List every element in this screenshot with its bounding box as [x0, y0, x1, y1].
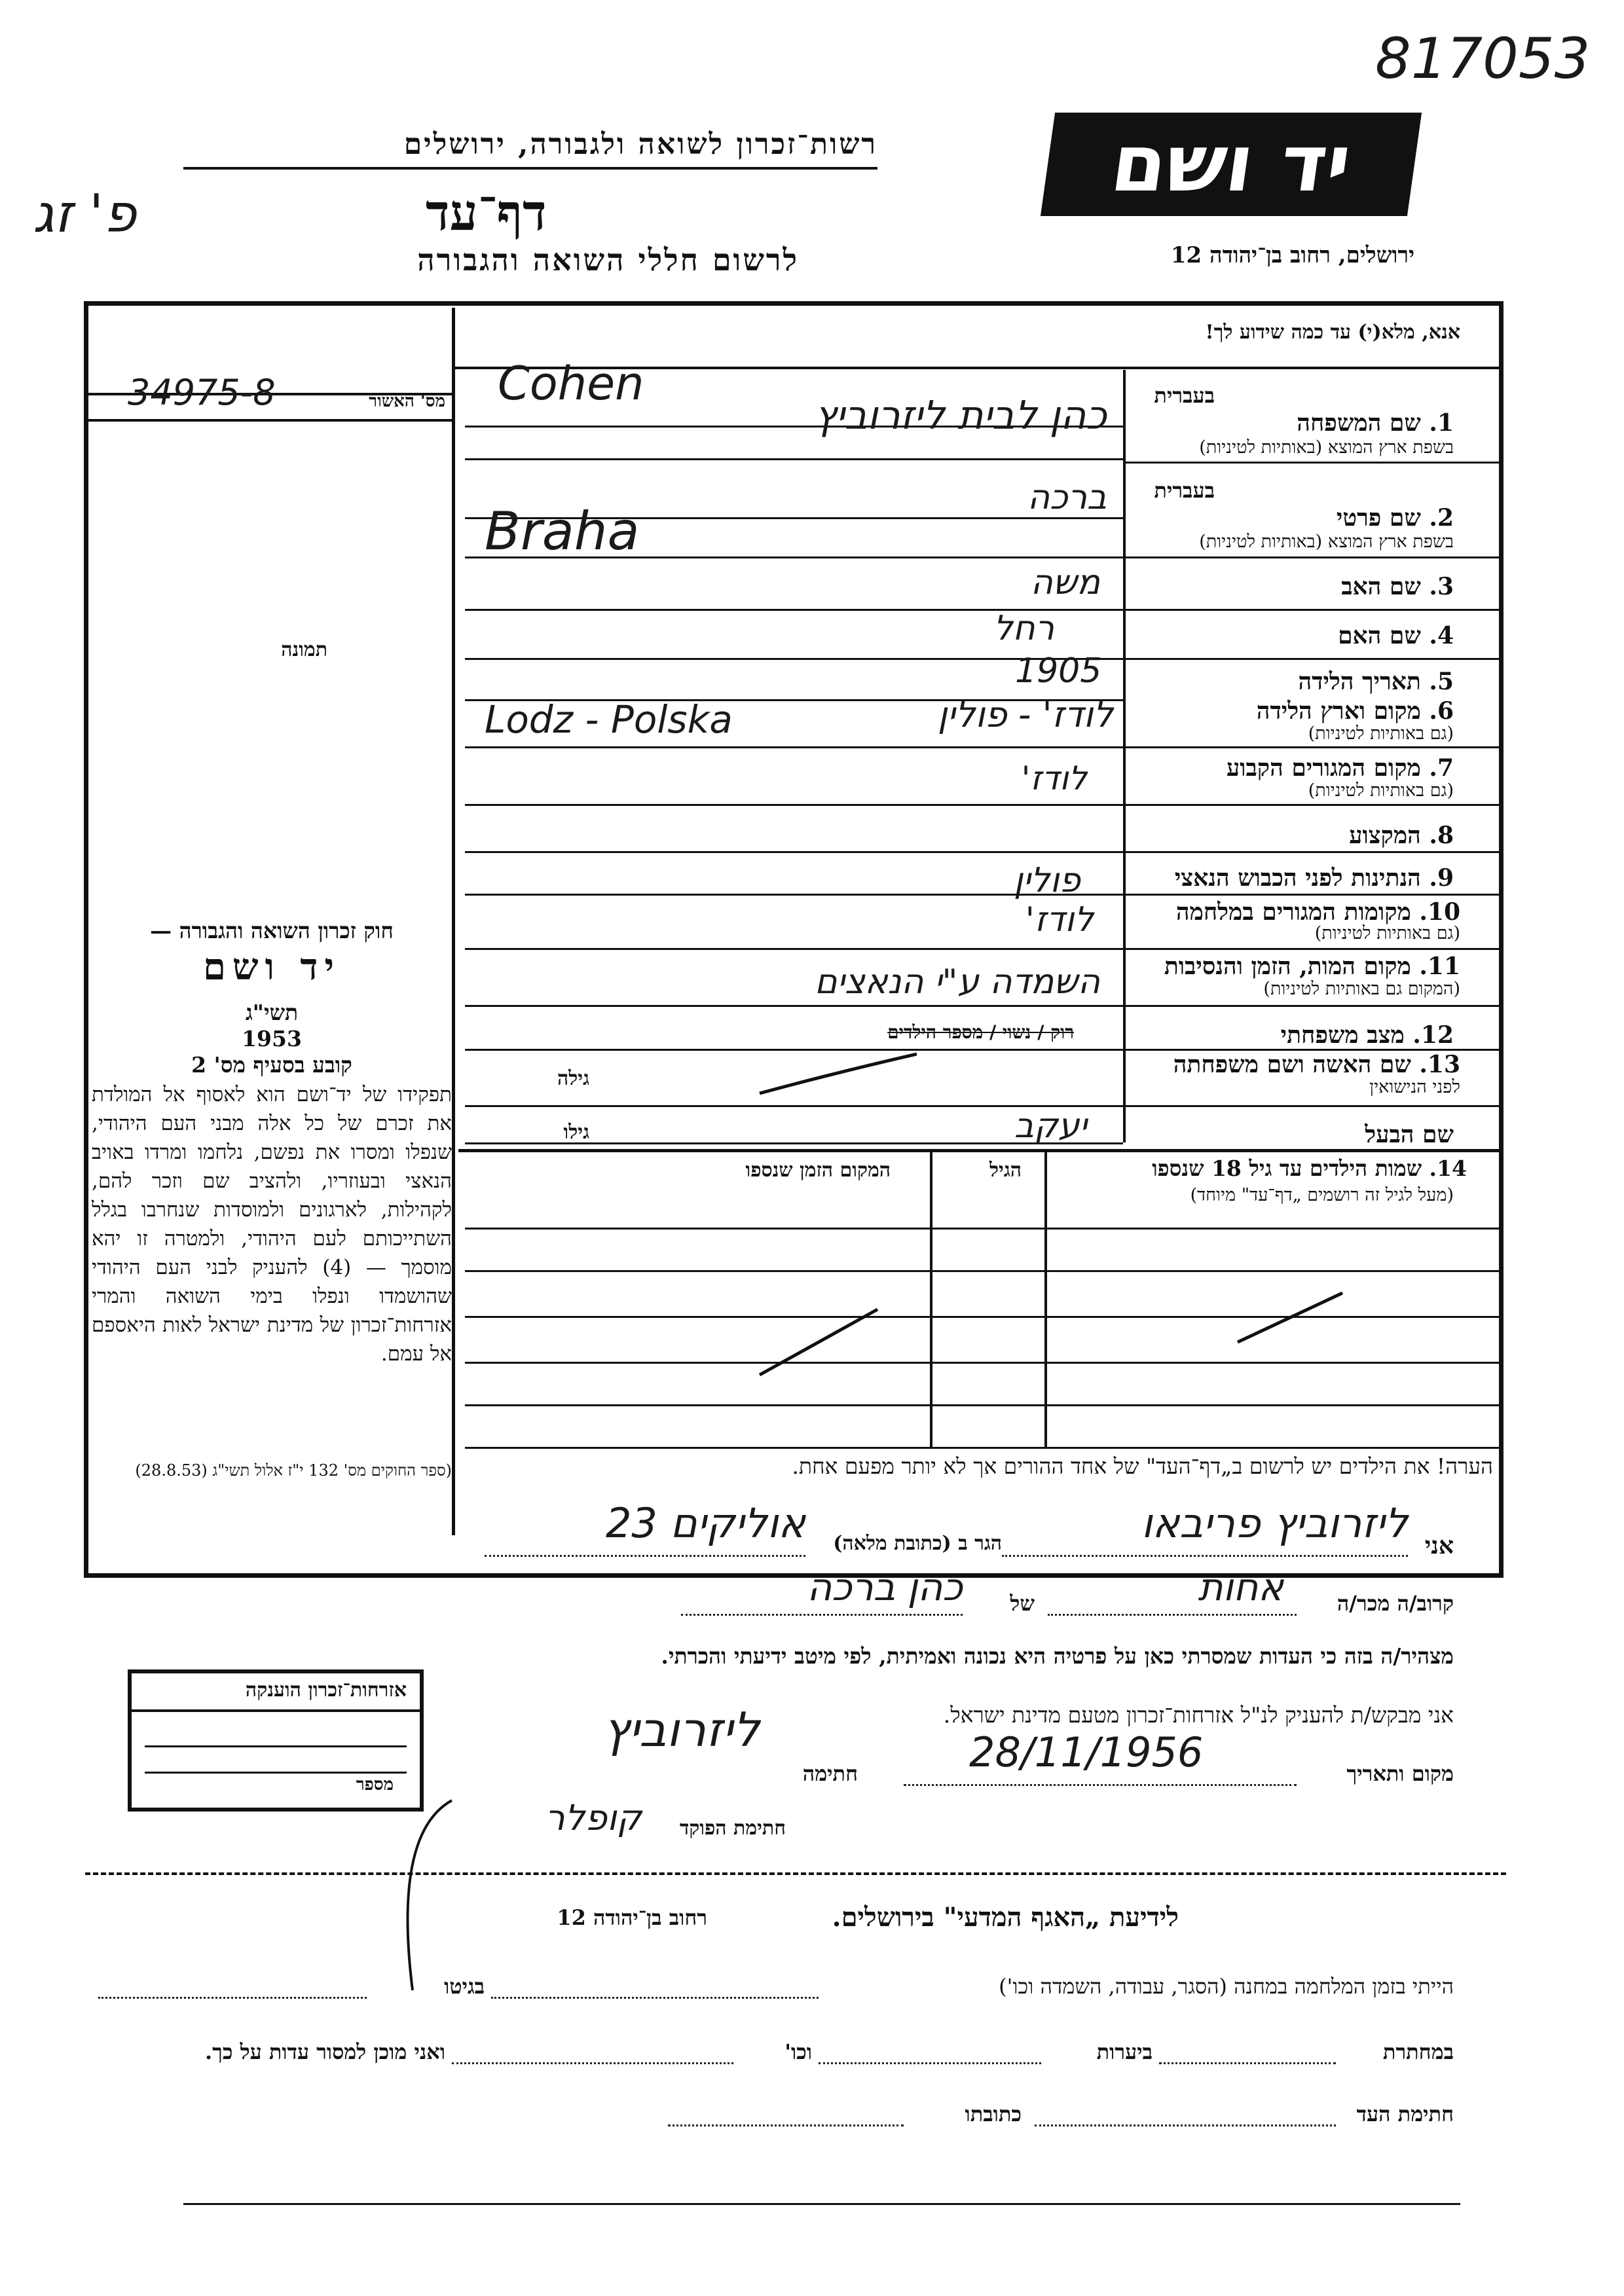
label-child-place: המקום הזמן שנספו [745, 1159, 891, 1182]
label-mother: 4. שם האם [1338, 622, 1454, 649]
declarant-relation: אחות [1198, 1565, 1283, 1609]
label-surname-sub: בשפת ארץ המוצא (באותיות לטיניות) [1199, 437, 1454, 458]
declarant-signature: ליזרוביץ [603, 1702, 760, 1757]
declarant-date: 28/11/1956 [969, 1728, 1204, 1776]
official-signature: קופלר [545, 1797, 642, 1838]
photo-label: תמונה [281, 638, 327, 661]
bottom-line1: הייתי בזמן המלחמה במחנה (הסגר, עבודה, השמדה וכו') [999, 1974, 1454, 1999]
value-mother: רחל [993, 609, 1054, 648]
value-spouse: יעקב [1014, 1106, 1087, 1146]
label-ghetto: בגיטו [444, 1974, 485, 1999]
value-death: השמדה ע"י הנאצים [814, 962, 1100, 1002]
authority-name: רשות־זכרון לשואה ולגבורה, ירושלים [403, 128, 877, 161]
label-wife-name-sub: לפני הנישואין [1369, 1077, 1460, 1097]
value-birthdate: 1905 [1015, 651, 1102, 691]
stamp-number-label: מספר [356, 1775, 394, 1795]
value-firstname-latin: Braha [485, 501, 640, 562]
label-war-residence: 10. מקומות המגורים במלחמה [1175, 898, 1460, 926]
label-children: 14. שמות הילדים עד גיל 18 שנספו [1152, 1156, 1467, 1181]
label-resident: הגר ב (כתובת מלאה) [833, 1532, 1002, 1555]
children-cross-stroke-1 [753, 1303, 884, 1381]
stamp-title: אזרחות־זכרון הוענקה [245, 1679, 407, 1702]
margin-note: פ' זג [33, 183, 137, 244]
bottom-address: רחוב בן־יהודה 12 [557, 1905, 707, 1930]
yad-vashem-logo: יד ושם [1041, 113, 1422, 216]
pen-stroke [367, 1794, 471, 2003]
label-signature: חתימה [802, 1761, 858, 1786]
label-residence-sub: (גם באותיות לטיניות) [1308, 780, 1454, 801]
label-hebrew-2: בעברית [1154, 478, 1215, 503]
law-year: 1953 [242, 1026, 302, 1051]
declarant-statement: מצהיר/ה בזה כי העדות שמסרתי כאן על פרטיה היא נכונה ואמיתית, לפי מיטב ידיעתי והכרתי. [661, 1643, 1454, 1669]
label-birthplace: 6. מקום וארץ הלידה [1256, 697, 1454, 725]
declarant-of-name: כהן ברכה [807, 1565, 963, 1609]
law-clause: קובע בסעיף מס' 2 [191, 1052, 352, 1078]
label-birthplace-sub: (גם באותיות לטיניות) [1308, 723, 1454, 744]
instruction: אנא, מלא(י) עד כמה שידוע לך! [1205, 321, 1460, 344]
label-birthdate: 5. תאריך הלידה [1298, 668, 1454, 695]
label-hebrew-1: בעברית [1154, 383, 1215, 408]
label-residence: 7. מקום המגורים הקבוע [1226, 754, 1454, 782]
label-forests: ביערות [1096, 2039, 1153, 2064]
label-witness-address: כתובתו [965, 2102, 1022, 2126]
label-official-signature: חתימת הפוקד [679, 1817, 786, 1840]
law-title: חוק זכרון השואה והגבורה — [150, 918, 394, 943]
label-war-residence-sub: (גם באותיות לטיניות) [1314, 923, 1460, 943]
label-family-status: 12. מצב משפחתי [1280, 1021, 1454, 1049]
children-note: הערה! את הילדים יש לרשום ב„דף־העד" של אחד ההורים אך לא יותר מפעם אחת. [792, 1453, 1493, 1479]
cross-out-stroke [753, 1048, 923, 1100]
value-birthplace-hebrew: לודז' - פולין [937, 694, 1113, 735]
value-surname-hebrew: כהן לבית ליזרוביץ [814, 393, 1107, 439]
label-place-date: מקום ותאריך [1346, 1761, 1454, 1786]
label-relative: קרוב/ה מכר/ה [1337, 1591, 1454, 1616]
label-i: אני [1424, 1532, 1454, 1559]
label-child-age: הגיל [989, 1159, 1022, 1182]
cut-line [85, 1872, 1506, 1875]
declarant-request: אני מבקש/ת להעניק לנ"ל אזרחות־זכרון מטעם מדינת ישראל. [943, 1702, 1454, 1728]
label-death: 11. מקום המות, הזמן והנסיבות [1164, 953, 1460, 980]
label-wife-name: 13. שם האשה ושם משפחתה [1173, 1051, 1460, 1078]
cert-number: 34975-8 [128, 372, 276, 413]
value-nationality: פולין [1014, 861, 1080, 900]
value-father: משה [1030, 563, 1100, 602]
label-profession: 8. המקצוע [1349, 822, 1454, 849]
label-surname: 1. שם המשפחה [1297, 409, 1454, 437]
bottom-ready: ואני מוכן למסור עדות על כך. [204, 2039, 445, 2064]
label-firstname: 2. שם פרטי [1336, 504, 1454, 532]
label-witness-signature: חתימת העד [1356, 2102, 1454, 2126]
citizenship-stamp-box [128, 1669, 424, 1812]
bottom-heading: לידיעת „האגף המדעי" בירושלים. [832, 1902, 1179, 1933]
form-title: דף־עד [426, 183, 547, 242]
declarant-address: אוליקים 23 [605, 1499, 805, 1547]
declarant-name: ליזרוביץ פריבאו [1141, 1499, 1408, 1547]
law-body: תפקידו של יד־ושם הוא לאסוף אל המולדת את זכרם של כל אלה מבני העם היהודי, שנפלו ומסרו את נפשם, נלחמו ומרדו באויב הנאצי ובעוזריו, ולהציב שם וזכר להם, לקהילות, לארגונים ולמוסדות שנחרבו בגלל השתייכותם לעם היהודי, ולמטרה זו יהא מוסמך — (4) להעניק לבני העם היהודי שהושמדו ונפלו בימי השואה והמרי אזרחות־זכרון של מדינת ישראל לאות היאספם אל עמם. [92, 1083, 452, 1366]
value-firstname-hebrew: ברכה [1027, 478, 1107, 517]
label-husband: שם הבעל [1365, 1121, 1454, 1148]
value-surname-latin: Cohen [498, 357, 644, 410]
label-husband-age: גילו [563, 1121, 589, 1144]
label-of: של [1010, 1591, 1035, 1616]
label-children-sub: (מעל לגיל זה רושמים „דף־עד" מיוחד) [1190, 1185, 1454, 1205]
value-birthplace-latin: Lodz - Polska [485, 697, 733, 742]
law-year-hebrew: תשי"ג [245, 1000, 299, 1025]
label-wife-age: גילה [557, 1067, 589, 1090]
label-etc: וכו' [784, 2039, 812, 2064]
form-subtitle: לרשום חללי השואה והגבורה [417, 242, 799, 278]
law-name: יד ושם [202, 945, 341, 989]
label-father: 3. שם האב [1341, 573, 1454, 600]
header-address: ירושלים, רחוב בן־יהודה 12 [1170, 242, 1414, 268]
label-nationality: 9. הנתינות לפני הכבוש הנאצי [1174, 864, 1454, 892]
children-cross-stroke-2 [1231, 1283, 1349, 1349]
value-war-residence: לודז' [1025, 900, 1094, 939]
label-death-sub: (המקום גם באותיות לטיניות) [1263, 979, 1460, 999]
archive-number: 817053 [1375, 26, 1591, 92]
label-underground: במחתרת [1382, 2039, 1454, 2064]
family-status-options: רוק / נשוי / מספר הילדים [887, 1021, 1074, 1043]
label-firstname-sub: בשפת ארץ המוצא (באותיות לטיניות) [1199, 532, 1454, 552]
law-source: (ספר החוקים מס' 132 י"ז אלול תשי"ג (28.8.53) [135, 1461, 452, 1480]
value-residence: לודז' [1021, 759, 1087, 797]
cert-label: מס' האשור [369, 392, 445, 411]
